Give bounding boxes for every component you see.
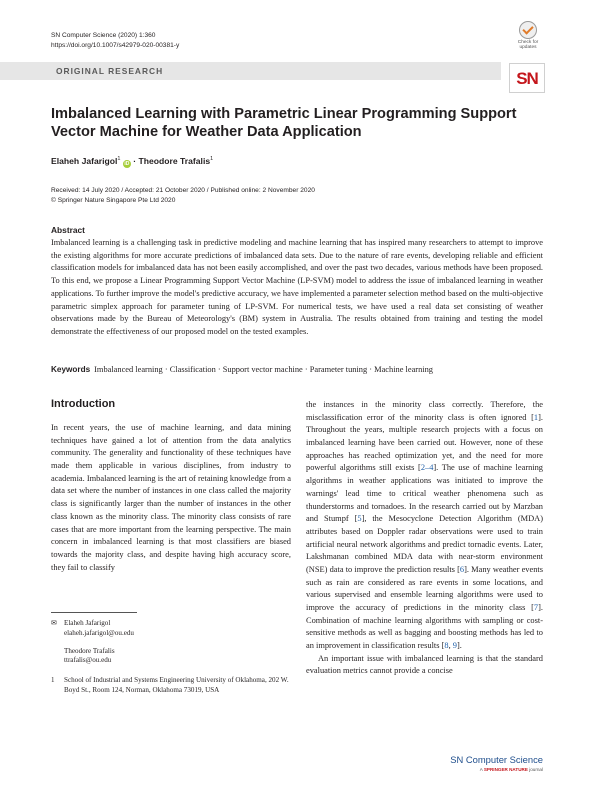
text-run: the instances in the minority class correctly. Therefore, the misclassification error of the minority class is often ignored [ — [306, 400, 543, 422]
keywords — [51, 364, 543, 376]
author-email[interactable]: ttrafalis@ou.edu — [64, 656, 112, 665]
copyright-line: © Springer Nature Singapore Pte Ltd 2020 — [51, 196, 176, 204]
citation-link[interactable]: 9 — [452, 641, 457, 651]
paragraph — [306, 399, 543, 653]
footnotes — [51, 619, 291, 696]
author-email[interactable]: elaheh.jafarigol@ou.edu — [64, 628, 134, 637]
journal-citation: SN Computer Science (2020) 1:360 — [51, 32, 156, 39]
envelope-icon: ✉ — [51, 619, 57, 627]
citation-link[interactable]: 5 — [357, 514, 362, 524]
check-updates-icon — [519, 21, 537, 39]
author-name[interactable]: Elaheh Jafarigol — [51, 156, 118, 166]
author-name: Elaheh Jafarigol — [64, 619, 111, 627]
section-banner — [0, 62, 501, 80]
keywords-label: Keywords — [51, 365, 91, 374]
text-run: ]. Combination of machine learning algorithms with sampling or cost-sensitive methods as well as bagging and boosting methods has led to an improvement in classification results [ — [306, 603, 543, 651]
publisher-prefix: A — [479, 767, 483, 772]
check-for-updates-badge[interactable] — [513, 21, 543, 57]
text-run: ]. — [456, 641, 462, 651]
author-separator: · — [130, 156, 139, 166]
left-column — [51, 422, 291, 574]
publisher-logo: SPRINGER NATURE — [483, 767, 528, 772]
correspondence-block — [51, 619, 291, 666]
footer-publisher-line — [435, 767, 543, 772]
affiliation-mark: 1 — [210, 156, 214, 163]
paragraph: An important issue with imbalanced learning is that the standard evaluation metrics cannot provide a concise — [306, 653, 543, 676]
text-run: ], the Mesocyclone Detection Algorithm (MDA) attributes based on Doppler radar observations were used to train artificial neural network algorithms and predict tornadic events. Later, Lakshmanan combined MDA data with near-storm environment (NSE) data to improve the prediction results [ — [306, 514, 544, 574]
sn-logo: SN — [509, 63, 545, 93]
check-updates-label: Check for updates — [517, 40, 539, 51]
section-heading: Introduction — [51, 398, 116, 410]
keywords-list: Imbalanced learning · Classification · Support vector machine · Parameter tuning · Machine learning — [94, 365, 433, 374]
publication-dates — [51, 186, 315, 206]
citation-link[interactable]: 7 — [533, 603, 539, 612]
history-line: Received: 14 July 2020 / Accepted: 21 October 2020 / Published online: 2 November 2020 — [51, 187, 315, 194]
affiliation-mark: 1 — [117, 156, 121, 163]
text-run: ]. The use of machine learning algorithms in weather applications was initiated to improve the warnings' lead time to critical weather phenomena such as thunderstorms and tornadoes. In the research carried out by Marzban and Stumpf [ — [306, 463, 543, 524]
footer-journal-name: SN Computer Science — [450, 754, 543, 765]
journal-meta — [51, 31, 179, 50]
affiliation-text: School of Industrial and Systems Engineering University of Oklahoma, 202 W. Boyd St., Room 124, Norman, Oklahoma 73019, USA — [64, 676, 289, 694]
citation-link[interactable]: 8 — [444, 641, 449, 651]
paragraph: In recent years, the use of machine learning, and data mining techniques have gained a lot of attention from the data analytics community. The generality and functionality of these techniques have made them applicable in various disciplines, from industry to academia. Imbalanced learning is the art of retaining knowledge from a data set where the number of instances in one class called the majority class is significantly larger than the number of instances in the other class known as the minority class. The minority class consists of rare cases that are more important from the learning perspective. The main concern in imbalanced learning is that most classifiers are biased towards the majority class, and despite having high accuracy score, they fail to classify — [51, 423, 291, 572]
section-tag-label: ORIGINAL RESEARCH — [56, 66, 164, 76]
orcid-icon[interactable]: iD — [124, 161, 130, 167]
abstract-heading: Abstract — [51, 225, 85, 235]
author-list — [51, 156, 213, 168]
text-run: ]. Many weather events such as rain are considered as rare events in some locations, and various supervised and ensemble learning algorithms were used to improve the accuracy of predictions in the minority class [ — [306, 564, 543, 612]
text-run: ]. Throughout the years, multiple research projects with a focus on imbalanced learning have been carried out. However, none of these approaches has reached optimization yet, and the need for more powerful algorithms still exists [ — [306, 412, 543, 473]
author-name: Theodore Trafalis — [64, 646, 115, 655]
citation-link[interactable]: 1 — [533, 412, 539, 422]
right-column — [306, 399, 543, 678]
text-run: , — [448, 641, 453, 651]
paper-title: Imbalanced Learning with Parametric Linear Programming Support Vector Machine for Weather Data Application — [51, 106, 517, 141]
abstract-text: Imbalanced learning is a challenging task in predictive modeling and machine learning that has inspired many researchers to attempt to improve the existing algorithms for more accurate predictions of imbalanced data sets. Due to the nature of rare events, developing reliable and efficient classification models for imbalanced data has not been easily accomplished, and over the past two decades, various methods have been proposed. To this end, we propose a Linear Programming Support Vector Machine (LP-SVM) model to address the issue of imbalanced learning in weather applications. To further improve the model's predictive accuracy, we have implemented a parameter selection method based on the multi-objective parametric simplex approach for parameter tuning of LP-SVM. For numerical tests, we have used a real data set consisting of weather observations made by the Bureau of Meteorology's (BM) system in Australia. The results obtained from training and testing the model demonstrate the effectiveness of our proposed model on the tested examples. — [51, 238, 543, 336]
affiliation-number: 1 — [51, 676, 55, 685]
publisher-suffix: journal — [529, 767, 543, 772]
doi-link[interactable]: https://doi.org/10.1007/s42979-020-00381-y — [51, 41, 180, 49]
affiliation-block — [51, 676, 291, 696]
citation-link[interactable]: 6 — [459, 564, 465, 574]
footnote-divider — [51, 612, 137, 613]
citation-link[interactable]: 2–4 — [420, 463, 434, 473]
author-name[interactable]: Theodore Trafalis — [138, 156, 211, 166]
